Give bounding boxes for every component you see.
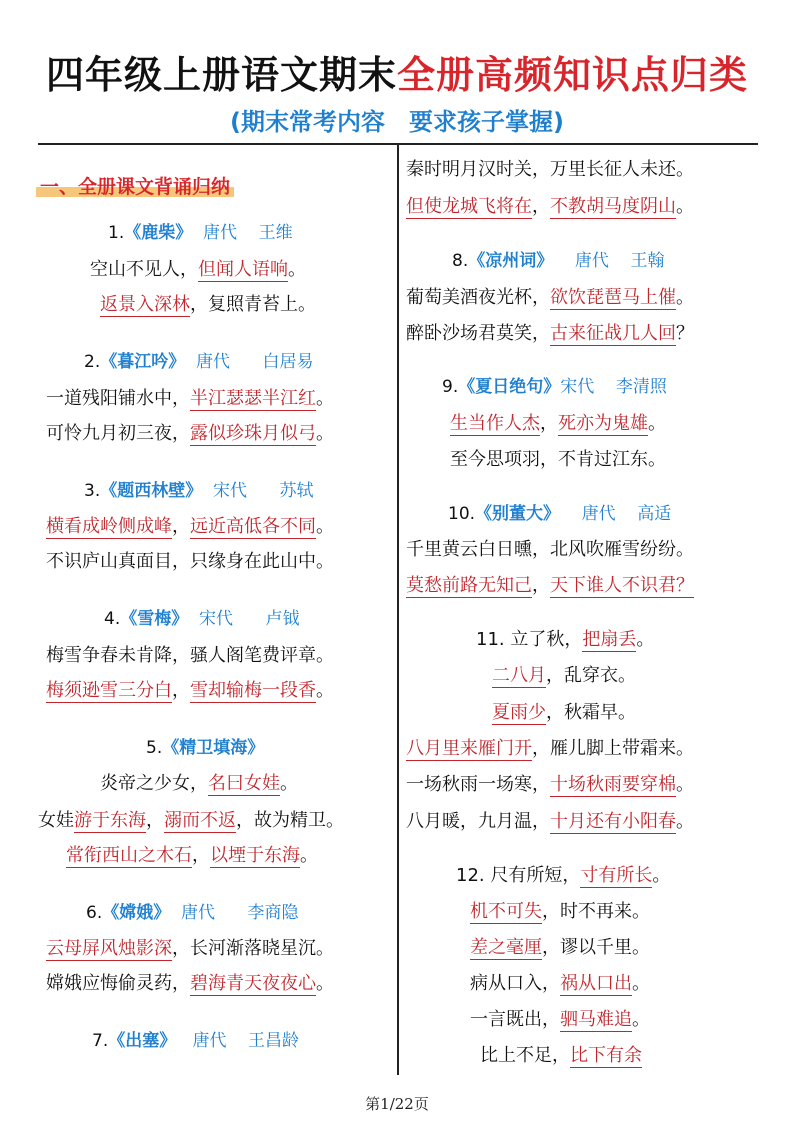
poem-9-line-2: 至今思项羽，不肯过江东。 (450, 449, 666, 470)
poem-4-line-1: 梅雪争春未肯降，骚人阁笔费评章。 (46, 645, 334, 666)
poem-2-line-2: 可怜九月初三夜，露似珍珠月似弓。 (46, 423, 334, 444)
saying-12-line-1: 12. 尺有所短，寸有所长。 (456, 865, 671, 886)
saying-12-line-5: 一言既出，驷马难追。 (470, 1009, 650, 1030)
poem-9-heading: 9.《夏日绝句》宋代 李清照 (442, 377, 667, 397)
poem-3-line-2: 不识庐山真面目，只缘身在此山中。 (46, 551, 334, 572)
page-title (0, 44, 794, 99)
poem-7-heading: 7.《出塞》 唐代 王昌龄 (92, 1031, 300, 1051)
poem-8-line-2: 醉卧沙场君莫笑，古来征战几人回？ (406, 323, 694, 344)
poem-1-heading: 1.《鹿柴》 唐代 王维 (108, 223, 293, 243)
poem-10-line-1: 千里黄云白日曛，北风吹雁雪纷纷。 (406, 539, 694, 560)
poem-9-line-1: 生当作人杰，死亦为鬼雄。 (450, 413, 666, 434)
poem-6-line-2: 嫦娥应悔偷灵药，碧海青天夜夜心。 (46, 973, 334, 994)
saying-12-line-2: 机不可失，时不再来。 (470, 901, 650, 922)
poem-8-heading: 8.《凉州词》 唐代 王翰 (452, 251, 665, 271)
saying-11-line-5: 一场秋雨一场寒，十场秋雨要穿棉。 (406, 774, 694, 795)
section-heading: 一、全册课文背诵归纳 (36, 172, 234, 199)
saying-11-line-4: 八月里来雁门开，雁儿脚上带霜来。 (406, 738, 694, 759)
poem-5-line-3: 常衔西山之木石，以堙于东海。 (66, 845, 318, 866)
poem-6-line-1: 云母屏风烛影深，长河渐落晓星沉。 (46, 938, 334, 959)
page-subtitle: (期末常考内容 要求孩子掌握) (230, 108, 564, 136)
poem-8-line-1: 葡萄美酒夜光杯，欲饮琵琶马上催。 (406, 287, 694, 308)
poem-3-line-1: 横看成岭侧成峰，远近高低各不同。 (46, 516, 334, 537)
poem-1-line-2: 返景入深林，复照青苔上。 (100, 294, 316, 315)
poem-10-line-2: 莫愁前路无知己，天下谁人不识君？ (406, 575, 694, 596)
poem-5-line-2: 女娃游于东海，溺而不返，故为精卫。 (38, 810, 344, 831)
poem-2-line-1: 一道残阳铺水中，半江瑟瑟半江红。 (46, 388, 334, 409)
saying-12-line-3: 差之毫厘，谬以千里。 (470, 937, 650, 958)
poem-5-heading: 5.《精卫填海》 (146, 738, 265, 758)
saying-11-line-2: 二八月，乱穿衣。 (492, 665, 636, 686)
column-divider (397, 145, 399, 1075)
saying-11-line-3: 夏雨少，秋霜早。 (492, 702, 636, 723)
title-part-red: 全册高频知识点归类 (397, 53, 749, 97)
poem-4-line-2: 梅须逊雪三分白，雪却输梅一段香。 (46, 680, 334, 701)
poem-7-line-1: 秦时明月汉时关，万里长征人未还。 (406, 159, 694, 180)
poem-5-line-1: 炎帝之少女，名曰女娃。 (100, 773, 298, 794)
saying-12-line-4: 病从口入，祸从口出。 (470, 973, 650, 994)
poem-3-heading: 3.《题西林壁》 宋代 苏轼 (84, 481, 314, 501)
poem-4-heading: 4.《雪梅》 宋代 卢钺 (104, 609, 300, 629)
poem-6-heading: 6.《嫦娥》 唐代 李商隐 (86, 903, 299, 923)
poem-1-line-1: 空山不见人，但闻人语响。 (90, 259, 306, 280)
poem-2-heading: 2.《暮江吟》 唐代 白居易 (84, 352, 314, 372)
poem-7-line-2: 但使龙城飞将在，不教胡马度阴山。 (406, 196, 694, 217)
saying-12-line-6: 比上不足，比下有余 (480, 1045, 642, 1066)
page-number: 第1/22页 (365, 1095, 429, 1113)
poem-10-heading: 10.《别董大》 唐代 高适 (448, 504, 672, 524)
title-part-black: 四年级上册语文期末 (45, 53, 397, 97)
saying-11-line-6: 八月暖，九月温，十月还有小阳春。 (406, 811, 694, 832)
saying-11-line-1: 11. 立了秋，把扇丢。 (476, 629, 655, 650)
